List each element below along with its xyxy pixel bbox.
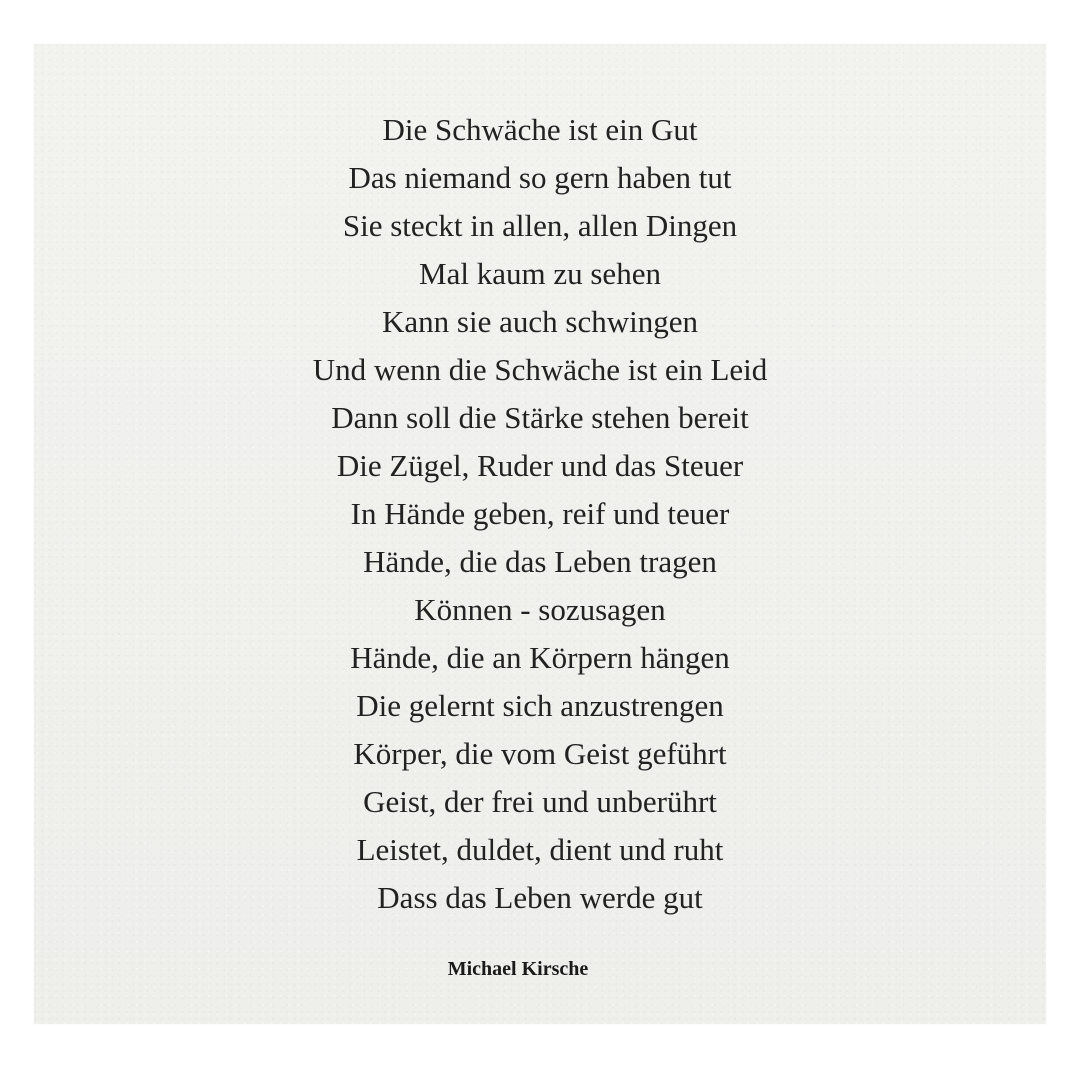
poem-line: Und wenn die Schwäche ist ein Leid bbox=[312, 352, 768, 387]
poem-line: Kann sie auch schwingen bbox=[382, 304, 698, 339]
poem-line: Dann soll die Stärke stehen bereit bbox=[331, 400, 749, 435]
poem-line: Geist, der frei und unberührt bbox=[363, 784, 717, 819]
author-name: Michael Kirsche bbox=[447, 958, 589, 980]
poem-text bbox=[0, 106, 1080, 922]
poem-line: Hände, die an Körpern hängen bbox=[350, 640, 730, 675]
poem-line: Leistet, duldet, dient und ruht bbox=[356, 832, 724, 867]
poem-line: Können - sozusagen bbox=[414, 592, 666, 627]
poem-line: Dass das Leben werde gut bbox=[377, 880, 703, 915]
poem-line: Körper, die vom Geist geführt bbox=[353, 736, 727, 771]
poem-line: Das niemand so gern haben tut bbox=[348, 160, 732, 195]
poem-line: Die gelernt sich anzustrengen bbox=[356, 688, 724, 723]
poem-line: Die Zügel, Ruder und das Steuer bbox=[336, 448, 744, 483]
poem-line: Die Schwäche ist ein Gut bbox=[382, 112, 698, 147]
poem-line: Hände, die das Leben tragen bbox=[363, 544, 717, 579]
poem-line: Mal kaum zu sehen bbox=[419, 256, 661, 291]
poem-line: Sie steckt in allen, allen Dingen bbox=[342, 208, 738, 243]
poem-line: In Hände geben, reif und teuer bbox=[350, 496, 730, 531]
